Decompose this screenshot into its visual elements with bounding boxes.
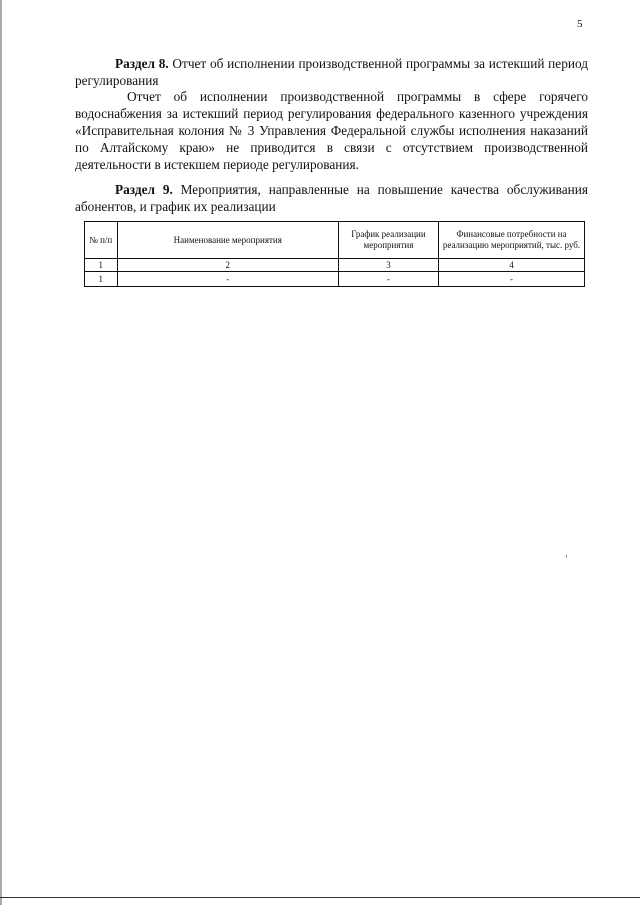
- numbering-cell: 4: [438, 259, 584, 272]
- table-numbering-row: [85, 259, 585, 272]
- header-schedule: График реализации мероприятия: [338, 222, 438, 259]
- numbering-cell: 2: [117, 259, 338, 272]
- section-9-heading: [75, 181, 588, 215]
- section-8-body-text: Отчет об исполнении производственной программы в сфере горячего водоснабжения за истекший период регулирования федерального казенного учреждения «Исправительная колония № 3 Управления Федеральной службы исполнения наказаний по Алтайскому краю» не приводится в связи с отсутствием производственной деятельности в истекшем периоде регулирования.: [75, 89, 588, 172]
- header-number: № п/п: [85, 222, 118, 259]
- page-number: 5: [577, 18, 583, 30]
- section-8-body: [75, 88, 588, 173]
- section-8-heading: [75, 55, 588, 89]
- section-8-title: Отчет об исполнении производственной программы за истекший период регулирования: [75, 56, 588, 88]
- page-bottom-edge: [0, 897, 640, 898]
- header-financial-needs: Финансовые потребности на реализацию мероприятий, тыс. руб.: [438, 222, 584, 259]
- header-measure-name: Наименование мероприятия: [117, 222, 338, 259]
- numbering-cell: 1: [85, 259, 118, 272]
- table-header-row: [85, 222, 585, 259]
- table-cell: -: [438, 272, 584, 287]
- section-9-title: Мероприятия, направленные на повышение качества обслуживания абонентов, и график их реализации: [75, 182, 588, 214]
- section-9-label: Раздел 9.: [115, 182, 173, 197]
- scan-speck: [566, 555, 567, 558]
- table-cell: -: [117, 272, 338, 287]
- numbering-cell: 3: [338, 259, 438, 272]
- measures-table: [84, 221, 585, 287]
- section-8-label: Раздел 8.: [115, 56, 169, 71]
- table-row: [85, 272, 585, 287]
- table-cell: 1: [85, 272, 118, 287]
- scan-edge-mark: [0, 0, 2, 905]
- table-cell: -: [338, 272, 438, 287]
